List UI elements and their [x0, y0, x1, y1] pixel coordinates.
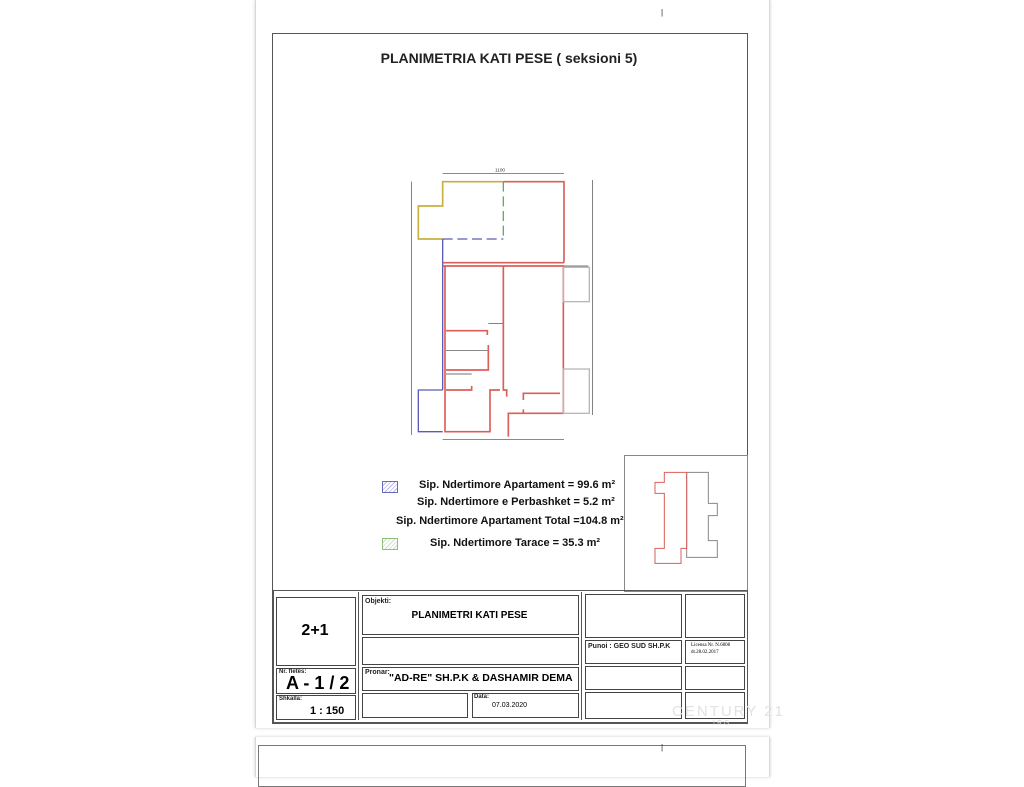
- apartment-type: 2+1: [301, 622, 329, 639]
- common-area-outline: [418, 239, 442, 432]
- title-block-divider: [358, 592, 359, 720]
- license-date: dt.28.02.2017: [691, 650, 719, 655]
- empty-box: [585, 692, 682, 719]
- apartment-hatch-swatch: [382, 481, 398, 493]
- date-value: 07.03.2020: [492, 702, 528, 709]
- owner-value: "AD-RE" SH.P.K & DASHAMIR DEMA: [389, 672, 573, 684]
- corner-mark: |: [661, 8, 664, 17]
- title-block-divider: [581, 592, 582, 720]
- scale-label: Shkalla:: [279, 696, 303, 702]
- legend-apartment-area: Sip. Ndertimore Apartament = 99.6 m²: [419, 479, 616, 491]
- terrace-hatch-swatch: [382, 538, 398, 550]
- sheet-number-label: Nr. fletës:: [279, 669, 307, 675]
- next-drawing-frame: [258, 745, 746, 787]
- object-value: PLANIMETRI KATI PESE: [411, 610, 528, 621]
- key-plan: [620, 450, 770, 595]
- sheet-number: A - 1 / 2: [286, 673, 350, 693]
- date-label: Data:: [474, 694, 490, 700]
- balconies: [563, 267, 589, 413]
- watermark-sub: IRG: [713, 720, 732, 727]
- owner-label: Pronar:: [365, 669, 390, 676]
- empty-box: [585, 594, 682, 638]
- worked-by: Punoi : GEO SUD SH.P.K: [588, 643, 671, 650]
- terrace-outline: [418, 182, 503, 239]
- dimension-label: 1100: [494, 167, 506, 173]
- legend-common-area: Sip. Ndertimore e Perbashket = 5.2 m²: [417, 496, 615, 508]
- watermark-brand: CENTURY 21: [672, 703, 785, 720]
- page-title: PLANIMETRIA KATI PESE ( seksioni 5): [380, 50, 638, 66]
- empty-box: [362, 693, 468, 718]
- floor-plan: [400, 160, 620, 455]
- object-label: Objekti:: [365, 598, 392, 605]
- empty-box: [585, 666, 682, 690]
- empty-box: [362, 637, 579, 665]
- scale-value: 1 : 150: [310, 705, 345, 717]
- corner-mark: |: [661, 743, 664, 752]
- empty-box: [685, 666, 745, 690]
- legend-total-area: Sip. Ndertimore Apartament Total =104.8 m²: [396, 515, 624, 527]
- license-number: Licensa Nr. N.6808: [691, 643, 731, 648]
- empty-box: [685, 594, 745, 638]
- legend-terrace-area: Sip. Ndertimore Tarace = 35.3 m²: [430, 537, 601, 549]
